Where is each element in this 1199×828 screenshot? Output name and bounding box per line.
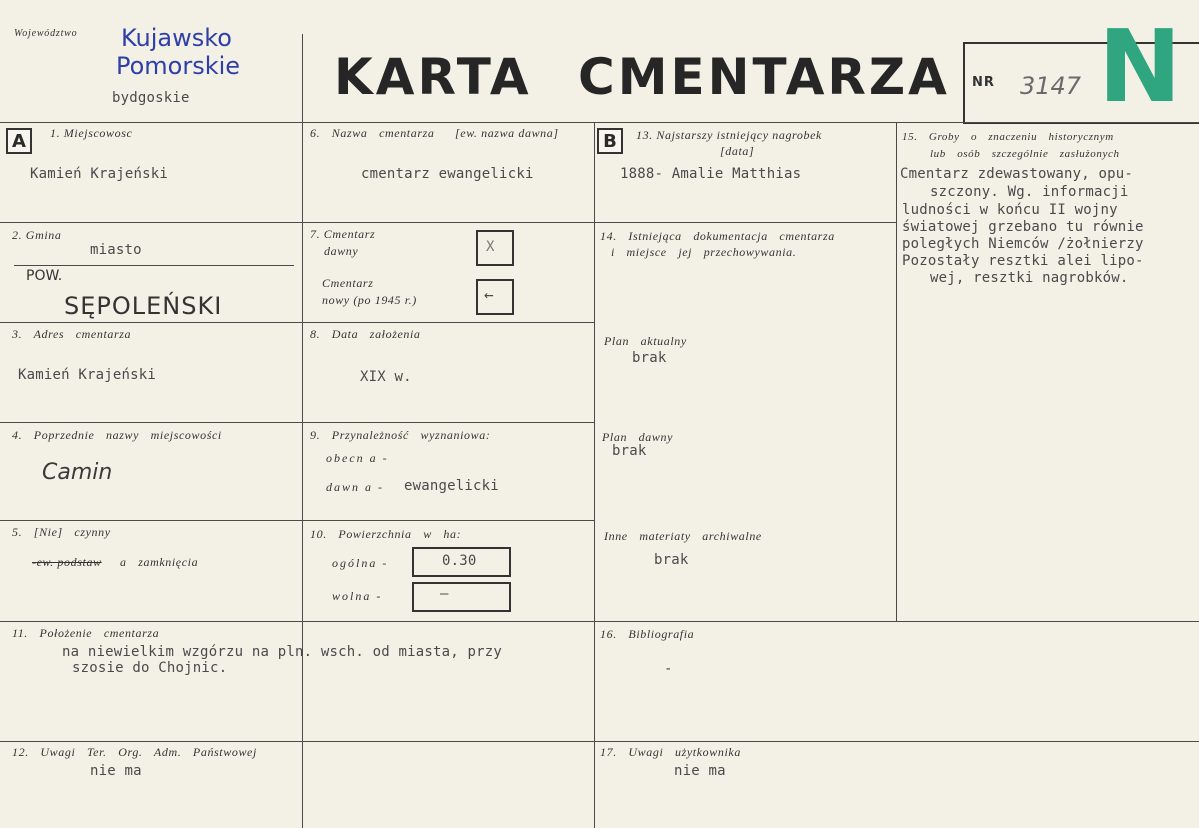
field-1-label: 1. Miejscowosc	[50, 126, 133, 140]
grid-line	[302, 34, 303, 828]
field-9-former-label: dawn a -	[326, 480, 384, 494]
field-13-label: 13. Najstarszy istniejący nagrobek	[636, 128, 822, 142]
field-16-value: -	[664, 661, 673, 677]
field-7-new-label: Cmentarz	[322, 276, 374, 290]
grid-line	[0, 122, 1199, 123]
field-2-label: 2. Gmina	[12, 228, 62, 242]
county-label: POW.	[26, 268, 63, 284]
field-15-label: 15. Groby o znaczeniu historycznym	[902, 131, 1114, 143]
field-4-label: 4. Poprzednie nazwy miejscowości	[12, 428, 222, 442]
field-6-label-note: [ew. nazwa dawna]	[455, 126, 559, 140]
county-value: SĘPOLEŃSKI	[64, 292, 223, 320]
old-cemetery-box	[476, 230, 514, 266]
voivodeship-stamp-line2: Pomorskie	[116, 52, 241, 80]
field-8-value: XIX w.	[360, 369, 412, 385]
field-10-free-value: —	[440, 586, 449, 602]
other-materials-label: Inne materiaty archiwalne	[604, 529, 762, 543]
plan-current-label: Plan aktualny	[604, 334, 687, 348]
field-6-label: 6. Nazwa cmentarza	[310, 126, 435, 140]
field-5-label-rest: a zamknięcia	[120, 555, 199, 569]
area-free-box	[412, 582, 511, 612]
field-9-former-value: ewangelicki	[404, 478, 499, 494]
field-11-line2: szosie do Chojnic.	[72, 660, 228, 676]
card-title: KARTA CMENTARZA	[334, 48, 950, 106]
field-17-label: 17. Uwagi użytkownika	[600, 745, 741, 759]
grid-line	[0, 422, 594, 423]
field-7-old-label2: dawny	[324, 244, 359, 258]
grid-line	[896, 122, 897, 622]
field-11-label: 11. Położenie cmentarza	[12, 626, 160, 640]
field-7-new-label2: nowy (po 1945 r.)	[322, 293, 417, 307]
field-9-current-label: obecn a -	[326, 451, 389, 465]
field-3-value: Kamień Krajeński	[18, 367, 157, 383]
grid-line	[0, 520, 594, 521]
grid-line	[0, 741, 1199, 742]
voivodeship-label: Województwo	[14, 28, 78, 39]
field-15-line: światowej grzebano tu równie	[902, 219, 1144, 235]
section-a-marker: A	[6, 128, 32, 154]
corner-mark: N	[1098, 8, 1182, 125]
field-10-total-value: 0.30	[442, 553, 477, 569]
field-2-value: miasto	[90, 242, 142, 258]
field-15-line: ludności w końcu II wojny	[902, 202, 1118, 218]
other-materials-value: brak	[654, 552, 689, 568]
nr-label: NR	[972, 75, 995, 90]
plan-old-value: brak	[612, 443, 647, 459]
field-17-value: nie ma	[674, 763, 726, 779]
field-15-line: Pozostały resztki alei lipo-	[902, 253, 1144, 269]
field-5-label: 5. [Nie] czynny	[12, 525, 111, 539]
grid-line	[14, 265, 294, 266]
field-7-old-label: 7. Cmentarz	[310, 227, 376, 241]
field-4-value: Camin	[42, 460, 113, 485]
field-14-label2: i miejsce jej przechowywania.	[611, 245, 797, 259]
field-15-line: wej, resztki nagrobków.	[930, 270, 1129, 286]
grid-line	[0, 322, 594, 323]
plan-current-value: brak	[632, 350, 667, 366]
field-11-line1: na niewielkim wzgórzu na pln. wsch. od miasta, przy	[62, 644, 503, 660]
field-10-label: 10. Powierzchnia w ha:	[310, 527, 462, 541]
field-5-struck-text: -ew. podstaw	[32, 555, 102, 569]
field-12-value: nie ma	[90, 763, 142, 779]
field-6-value: cmentarz ewangelicki	[361, 166, 534, 182]
field-9-label: 9. Przynależność wyznaniowa:	[310, 428, 491, 442]
field-15-line: poległych Niemców /żołnierzy	[902, 236, 1144, 252]
field-3-label: 3. Adres cmentarza	[12, 327, 132, 341]
new-cemetery-mark: ←	[484, 285, 494, 304]
plan-old-label: Plan dawny	[602, 430, 673, 444]
grid-line	[0, 621, 1199, 622]
former-voivodeship: bydgoskie	[112, 90, 190, 106]
field-8-label: 8. Data założenia	[310, 327, 421, 341]
field-15-line: Cmentarz zdewastowany, opu-	[900, 166, 1133, 182]
voivodeship-stamp-line1: Kujawsko	[121, 24, 232, 52]
grid-line	[0, 222, 896, 223]
old-cemetery-mark: X	[486, 239, 495, 255]
nr-value: 3147	[1020, 72, 1082, 100]
field-12-label: 12. Uwagi Ter. Org. Adm. Państwowej	[12, 745, 257, 759]
field-13-label2: [data]	[720, 144, 755, 158]
field-1-value: Kamień Krajeński	[30, 166, 169, 182]
field-16-label: 16. Bibliografia	[600, 627, 695, 641]
field-14-label: 14. Istniejąca dokumentacja cmentarza	[600, 229, 835, 243]
section-b-marker: B	[597, 128, 623, 154]
grid-line	[594, 122, 595, 828]
new-cemetery-box	[476, 279, 514, 315]
field-15-line: szczony. Wg. informacji	[930, 184, 1129, 200]
field-13-value: 1888- Amalie Matthias	[620, 166, 802, 182]
field-10-total-label: ogólna -	[332, 556, 389, 570]
field-15-label2: lub osób szczególnie zasłużonych	[930, 148, 1120, 160]
field-10-free-label: wolna -	[332, 589, 383, 603]
